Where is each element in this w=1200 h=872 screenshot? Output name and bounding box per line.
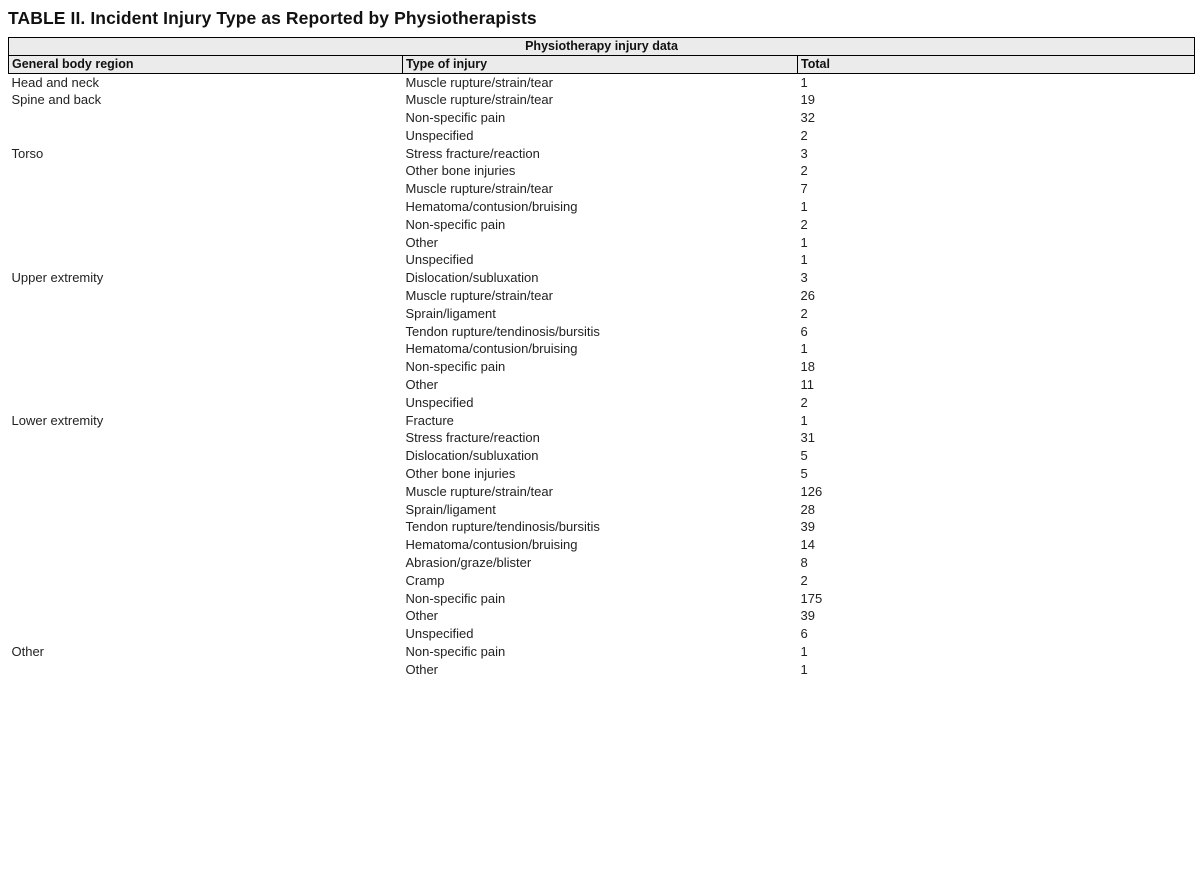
injury-cell: Sprain/ligament bbox=[405, 501, 496, 517]
injury-cell: Non-specific pain bbox=[405, 110, 506, 126]
column-header-total: Total bbox=[798, 56, 1195, 74]
injury-cell: Muscle rupture/strain/tear bbox=[405, 288, 553, 304]
injury-cell: Sprain/ligament bbox=[405, 305, 496, 321]
total-cell: 2 bbox=[800, 305, 808, 321]
region-cell bbox=[9, 359, 403, 377]
injury-table bbox=[8, 37, 1195, 679]
table-row bbox=[9, 466, 1195, 484]
region-cell bbox=[9, 501, 403, 519]
injury-cell: Muscle rupture/strain/tear bbox=[405, 181, 553, 197]
table-row bbox=[9, 341, 1195, 359]
region-cell bbox=[9, 430, 403, 448]
total-cell: 19 bbox=[800, 92, 815, 108]
injury-cell: Non-specific pain bbox=[405, 590, 506, 606]
total-cell: 5 bbox=[800, 448, 808, 464]
region-cell bbox=[9, 608, 403, 626]
table-row bbox=[9, 252, 1195, 270]
region-cell bbox=[9, 519, 403, 537]
total-cell: 1 bbox=[800, 661, 808, 677]
total-cell: 1 bbox=[800, 644, 808, 659]
total-cell: 1 bbox=[800, 234, 808, 250]
total-cell: 2 bbox=[800, 216, 808, 232]
region-cell bbox=[9, 483, 403, 501]
injury-cell: Other bone injuries bbox=[405, 163, 516, 179]
region-cell bbox=[9, 394, 403, 412]
total-cell: 11 bbox=[800, 377, 814, 393]
total-cell: 39 bbox=[800, 608, 815, 624]
region-cell bbox=[9, 127, 403, 145]
injury-cell: Non-specific pain bbox=[405, 644, 506, 659]
total-cell: 3 bbox=[800, 270, 808, 286]
table-row bbox=[9, 394, 1195, 412]
table-row bbox=[9, 537, 1195, 555]
table-row bbox=[9, 555, 1195, 573]
region-cell bbox=[9, 234, 403, 252]
table-row bbox=[9, 377, 1195, 395]
region-cell bbox=[9, 181, 403, 199]
region-cell bbox=[9, 448, 403, 466]
region-cell bbox=[9, 572, 403, 590]
injury-cell: Tendon rupture/tendinosis/bursitis bbox=[405, 323, 600, 339]
region-cell bbox=[9, 252, 403, 270]
column-header-row bbox=[9, 56, 1195, 74]
total-cell: 126 bbox=[800, 483, 823, 499]
injury-cell: Stress fracture/reaction bbox=[405, 430, 540, 446]
table-row bbox=[9, 270, 1195, 288]
total-cell: 1 bbox=[800, 412, 808, 428]
region-cell bbox=[9, 341, 403, 359]
table-row bbox=[9, 110, 1195, 128]
total-cell: 39 bbox=[800, 519, 815, 535]
total-cell: 2 bbox=[800, 394, 808, 410]
table-row bbox=[9, 163, 1195, 181]
table-row bbox=[9, 127, 1195, 145]
table-row bbox=[9, 412, 1195, 430]
injury-cell: Cramp bbox=[405, 572, 445, 588]
table-row bbox=[9, 288, 1195, 306]
injury-cell: Tendon rupture/tendinosis/bursitis bbox=[405, 519, 600, 535]
region-cell bbox=[9, 537, 403, 555]
injury-cell: Unspecified bbox=[405, 626, 474, 642]
table-row bbox=[9, 359, 1195, 377]
table-row bbox=[9, 644, 1195, 662]
injury-cell: Other bbox=[405, 234, 439, 250]
injury-cell: Other bbox=[405, 608, 439, 624]
region-cell bbox=[9, 163, 403, 181]
total-cell: 5 bbox=[800, 466, 808, 482]
total-cell: 2 bbox=[800, 572, 808, 588]
caption-row bbox=[9, 38, 1195, 56]
region-cell bbox=[9, 466, 403, 484]
total-cell: 31 bbox=[800, 430, 815, 446]
table-body bbox=[9, 74, 1195, 680]
injury-cell: Muscle rupture/strain/tear bbox=[405, 74, 553, 90]
table-row bbox=[9, 626, 1195, 644]
injury-cell: Unspecified bbox=[405, 394, 474, 410]
injury-cell: Muscle rupture/strain/tear bbox=[405, 92, 553, 108]
total-cell: 6 bbox=[800, 323, 808, 339]
region-cell bbox=[9, 305, 403, 323]
total-cell: 26 bbox=[800, 288, 815, 304]
table-head bbox=[9, 38, 1195, 74]
injury-cell: Dislocation/subluxation bbox=[405, 270, 539, 286]
region-cell bbox=[9, 590, 403, 608]
injury-cell: Other bone injuries bbox=[405, 466, 516, 482]
total-cell: 1 bbox=[800, 341, 808, 357]
region-cell: Torso bbox=[11, 145, 44, 161]
injury-cell: Unspecified bbox=[405, 252, 474, 268]
table-row bbox=[9, 92, 1195, 110]
region-cell bbox=[9, 377, 403, 395]
total-cell: 2 bbox=[800, 127, 808, 143]
region-cell: Other bbox=[11, 644, 45, 659]
table-row bbox=[9, 608, 1195, 626]
injury-cell: Unspecified bbox=[405, 127, 474, 143]
table-row bbox=[9, 590, 1195, 608]
total-cell: 2 bbox=[800, 163, 808, 179]
injury-cell: Dislocation/subluxation bbox=[405, 448, 539, 464]
table-row bbox=[9, 199, 1195, 217]
injury-cell: Other bbox=[405, 377, 439, 393]
region-cell bbox=[9, 626, 403, 644]
table-row bbox=[9, 145, 1195, 163]
table-row bbox=[9, 74, 1195, 92]
region-cell: Upper extremity bbox=[11, 270, 104, 286]
total-cell: 1 bbox=[800, 199, 808, 215]
injury-cell: Hematoma/contusion/bruising bbox=[405, 537, 578, 553]
region-cell bbox=[9, 323, 403, 341]
total-cell: 1 bbox=[800, 252, 808, 268]
region-cell bbox=[9, 288, 403, 306]
total-cell: 3 bbox=[800, 145, 808, 161]
injury-cell: Stress fracture/reaction bbox=[405, 145, 540, 161]
table-row bbox=[9, 234, 1195, 252]
injury-cell: Hematoma/contusion/bruising bbox=[405, 341, 578, 357]
injury-cell: Abrasion/graze/blister bbox=[405, 555, 532, 571]
table-row bbox=[9, 181, 1195, 199]
table-row bbox=[9, 430, 1195, 448]
region-cell bbox=[9, 199, 403, 217]
column-header-injury: Type of injury bbox=[403, 56, 798, 74]
region-cell: Spine and back bbox=[11, 92, 102, 108]
region-cell: Head and neck bbox=[11, 74, 99, 90]
region-cell: Lower extremity bbox=[11, 412, 104, 428]
total-cell: 1 bbox=[800, 74, 808, 90]
region-cell bbox=[9, 216, 403, 234]
total-cell: 8 bbox=[800, 555, 808, 571]
total-cell: 32 bbox=[800, 110, 815, 126]
table-row bbox=[9, 519, 1195, 537]
injury-cell: Fracture bbox=[405, 412, 454, 428]
injury-cell: Hematoma/contusion/bruising bbox=[405, 199, 578, 215]
injury-cell: Other bbox=[405, 661, 439, 677]
table-caption: Physiotherapy injury data bbox=[9, 38, 1195, 56]
table-row bbox=[9, 483, 1195, 501]
region-cell bbox=[9, 110, 403, 128]
table-row bbox=[9, 501, 1195, 519]
table-row bbox=[9, 305, 1195, 323]
table-row bbox=[9, 323, 1195, 341]
total-cell: 28 bbox=[800, 501, 815, 517]
total-cell: 18 bbox=[800, 359, 815, 375]
table-row bbox=[9, 661, 1195, 679]
table-row bbox=[9, 448, 1195, 466]
region-cell bbox=[9, 661, 403, 679]
region-cell bbox=[9, 555, 403, 573]
table-row bbox=[9, 216, 1195, 234]
table-title: TABLE II. Incident Injury Type as Reported by Physiotherapists bbox=[8, 8, 537, 28]
injury-cell: Non-specific pain bbox=[405, 359, 506, 375]
table-row bbox=[9, 572, 1195, 590]
total-cell: 7 bbox=[800, 181, 808, 197]
injury-cell: Muscle rupture/strain/tear bbox=[405, 483, 553, 499]
total-cell: 175 bbox=[800, 590, 823, 606]
injury-cell: Non-specific pain bbox=[405, 216, 506, 232]
total-cell: 6 bbox=[800, 626, 808, 642]
total-cell: 14 bbox=[800, 537, 815, 553]
column-header-region: General body region bbox=[9, 56, 403, 74]
